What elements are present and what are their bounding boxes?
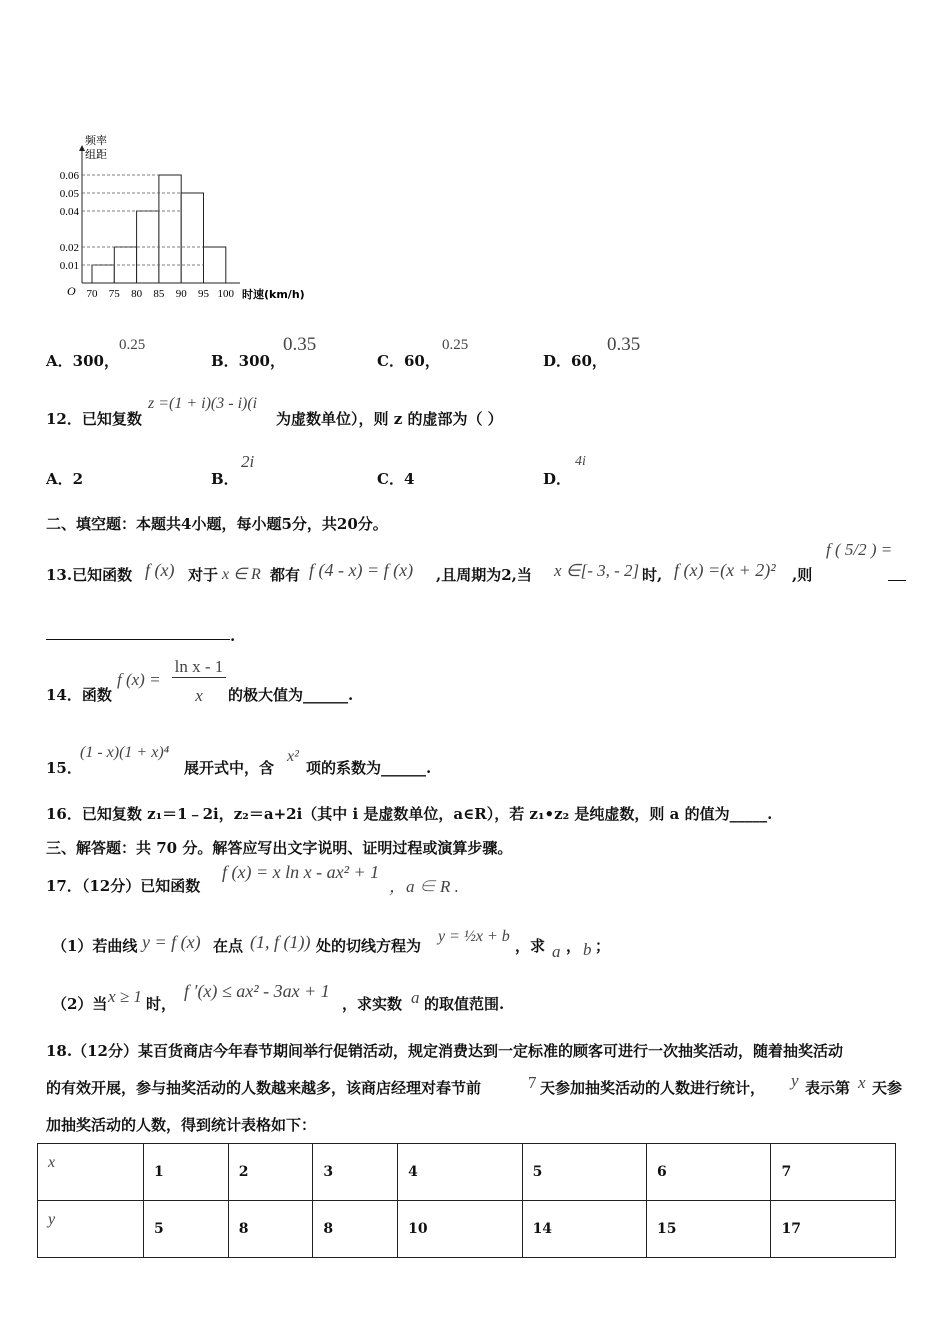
x-tick-label: 90 bbox=[175, 288, 187, 300]
q18-y: y bbox=[791, 1071, 799, 1090]
q17-part2-ineq: f ′(x) ≤ ax² - 3ax + 1 bbox=[184, 981, 330, 1001]
table-cell: 8 bbox=[228, 1201, 313, 1258]
x-tick-label: 95 bbox=[198, 288, 209, 300]
q11-option-a: A．300， bbox=[46, 352, 119, 370]
q17-part2-lead: （2）当 bbox=[52, 995, 108, 1013]
q15-t2: 项的系数为______. bbox=[306, 759, 432, 777]
q13-f: f (x) bbox=[145, 560, 175, 580]
histogram-bar bbox=[159, 175, 181, 283]
table-cell: 7 bbox=[771, 1144, 896, 1201]
q15-m2: x² bbox=[287, 748, 299, 765]
q13-t2: 都有 bbox=[270, 566, 301, 584]
q11-option-b-value: 0.35 bbox=[283, 334, 317, 355]
q11-option-c: C．60， bbox=[377, 352, 440, 370]
table-cell: 5 bbox=[144, 1201, 229, 1258]
q12-option-d-math: 4i bbox=[575, 454, 586, 469]
q13-m3: x ∈[- 3, - 2] bbox=[554, 561, 640, 580]
y-axis-label-bottom: 组距 bbox=[85, 148, 107, 161]
x-tick-label: 75 bbox=[108, 288, 120, 300]
q12-lead: 12．已知复数 bbox=[46, 410, 142, 428]
y-tick-label: 0.05 bbox=[59, 188, 79, 200]
q13-t3: ,且周期为2,当 bbox=[436, 566, 532, 584]
table-cell: 10 bbox=[398, 1201, 522, 1258]
q18-days: 7 bbox=[528, 1073, 537, 1092]
histogram-bar bbox=[204, 247, 226, 283]
table-cell: 1 bbox=[144, 1144, 229, 1201]
q17-part1-end: ； bbox=[595, 937, 611, 955]
table-row bbox=[38, 1144, 896, 1201]
q17-part2-t3: 的取值范围. bbox=[424, 995, 505, 1013]
q14-lead: 14．函数 bbox=[46, 686, 112, 704]
y-tick-label: 0.01 bbox=[59, 260, 79, 272]
q12-math: z =(1 + i)(3 - i)(i bbox=[148, 395, 258, 412]
q11-option-d: D．60， bbox=[543, 352, 607, 370]
q15-lead: 15． bbox=[46, 759, 82, 777]
q14-numerator: ln x - 1 bbox=[172, 657, 226, 678]
q13-m5: f ( 5/2 ) = bbox=[826, 540, 893, 559]
q13-m2: f (4 - x) = f (x) bbox=[309, 560, 414, 580]
table-cell: 17 bbox=[771, 1201, 896, 1258]
q17-function: f (x) = x ln x - ax² + 1 bbox=[222, 862, 380, 882]
table-cell: 2 bbox=[228, 1144, 313, 1201]
q14-denominator: x bbox=[195, 686, 203, 705]
q17-part1-a: a bbox=[552, 942, 561, 961]
x-tick-label: 100 bbox=[217, 288, 235, 300]
x-tick-label: 85 bbox=[153, 288, 165, 300]
table-cell: 14 bbox=[522, 1201, 646, 1258]
q17-part1-line: y = ½x + b bbox=[438, 928, 510, 945]
q11-option-d-value: 0.35 bbox=[607, 334, 641, 355]
table-cell: 15 bbox=[647, 1201, 771, 1258]
table-cell: 5 bbox=[522, 1144, 646, 1201]
q17-lead: 17．（12分）已知函数 bbox=[46, 877, 201, 895]
table-cell: 6 bbox=[647, 1144, 771, 1201]
q17-part1-comma: ， bbox=[566, 937, 582, 955]
q13-m1: x ∈ R bbox=[222, 566, 261, 583]
q18-x: x bbox=[858, 1073, 866, 1092]
table-header-y: y bbox=[38, 1201, 144, 1258]
q17-part2-t1: 时， bbox=[146, 995, 177, 1013]
q14-tail: 的极大值为______. bbox=[228, 686, 354, 704]
histogram-bar bbox=[92, 265, 114, 283]
q13-t4: 时, bbox=[642, 566, 663, 584]
q17-part1-curve: y = f (x) bbox=[142, 932, 201, 952]
q15-t1: 展开式中，含 bbox=[184, 759, 275, 777]
y-tick-label: 0.06 bbox=[59, 170, 79, 182]
q16-text: 16．已知复数 z₁＝1﹣2i，z₂＝a+2i（其中 i 是虚数单位，a∈R），若 z₁•z₂ 是纯虚数，则 a 的值为_____. bbox=[46, 805, 773, 823]
q15-m1: (1 - x)(1 + x)⁴ bbox=[80, 744, 170, 761]
origin-label: O bbox=[67, 284, 76, 298]
table-cell: 8 bbox=[313, 1201, 398, 1258]
q14-lhs: f (x) = bbox=[117, 670, 161, 689]
table-cell: 3 bbox=[313, 1144, 398, 1201]
histogram-bar bbox=[181, 193, 203, 283]
section2-heading: 二、填空题：本题共4小题，每小题5分，共20分。 bbox=[46, 515, 388, 533]
q18-line2b: 天参加抽奖活动的人数进行统计， bbox=[540, 1079, 766, 1097]
q17-part2-a: a bbox=[411, 988, 420, 1007]
q17-part2-cond: x ≥ 1 bbox=[108, 987, 142, 1006]
x-tick-label: 80 bbox=[131, 288, 143, 300]
q12-option-b-math: 2i bbox=[241, 452, 255, 471]
q18-line2c: 表示第 bbox=[805, 1079, 851, 1097]
table-cell: 4 bbox=[398, 1144, 522, 1201]
q12-tail: 为虚数单位），则 z 的虚部为（ ） bbox=[276, 410, 503, 428]
table-header-x: x bbox=[38, 1144, 144, 1201]
q12-option-b: B． bbox=[211, 470, 239, 488]
q17-part1-t2: 处的切线方程为 bbox=[316, 937, 422, 955]
q11-option-a-value: 0.25 bbox=[119, 337, 146, 353]
q13-t5: ,则 bbox=[792, 566, 813, 584]
q11-option-c-value: 0.25 bbox=[442, 337, 469, 353]
y-tick-label: 0.04 bbox=[59, 206, 79, 218]
q12-option-d: D． bbox=[543, 470, 572, 488]
q17-part1-b: b bbox=[583, 940, 592, 959]
x-tick-label: 70 bbox=[86, 288, 98, 300]
q13-blank-1 bbox=[888, 580, 906, 581]
q13-period: . bbox=[230, 627, 236, 645]
q18-line1: 18.（12分）某百货商店今年春节期间举行促销活动，规定消费达到一定标准的顾客可进行一次抽奖活动，随着抽奖活动 bbox=[46, 1042, 843, 1060]
x-axis-label: 时速(km/h) bbox=[242, 288, 305, 301]
q12-option-a: A．2 bbox=[46, 470, 84, 488]
q18-line3: 加抽奖活动的人数，得到统计表格如下： bbox=[46, 1116, 317, 1134]
q13-m4: f (x) =(x + 2)² bbox=[674, 560, 776, 580]
q13-t1: 对于 bbox=[188, 566, 219, 584]
q17-part1-t1: 在点 bbox=[213, 937, 244, 955]
y-tick-label: 0.02 bbox=[59, 242, 79, 254]
q18-line2d: 天参 bbox=[872, 1079, 903, 1097]
q13-lead: 13.已知函数 bbox=[46, 566, 133, 584]
q11-option-b: B．300， bbox=[211, 352, 285, 370]
q17-domain: ，a ∈ R . bbox=[389, 877, 459, 896]
q17-part1-lead: （1）若曲线 bbox=[52, 937, 138, 955]
y-axis-label-top: 频率 bbox=[85, 134, 107, 147]
q17-part1-point: (1, f (1)) bbox=[250, 932, 311, 952]
q17-part1-t3: ，求 bbox=[515, 937, 546, 955]
section3-heading: 三、解答题：共 70 分。解答应写出文字说明、证明过程或演算步骤。 bbox=[46, 839, 513, 857]
q18-stats-table bbox=[37, 1143, 896, 1258]
histogram-chart bbox=[45, 125, 315, 310]
table-row bbox=[38, 1201, 896, 1258]
q18-line2a: 的有效开展，参与抽奖活动的人数越来越多，该商店经理对春节前 bbox=[46, 1079, 482, 1097]
q12-option-c: C．4 bbox=[377, 470, 415, 488]
q13-blank-2 bbox=[46, 639, 230, 640]
q17-part2-t2: ，求实数 bbox=[342, 995, 403, 1013]
